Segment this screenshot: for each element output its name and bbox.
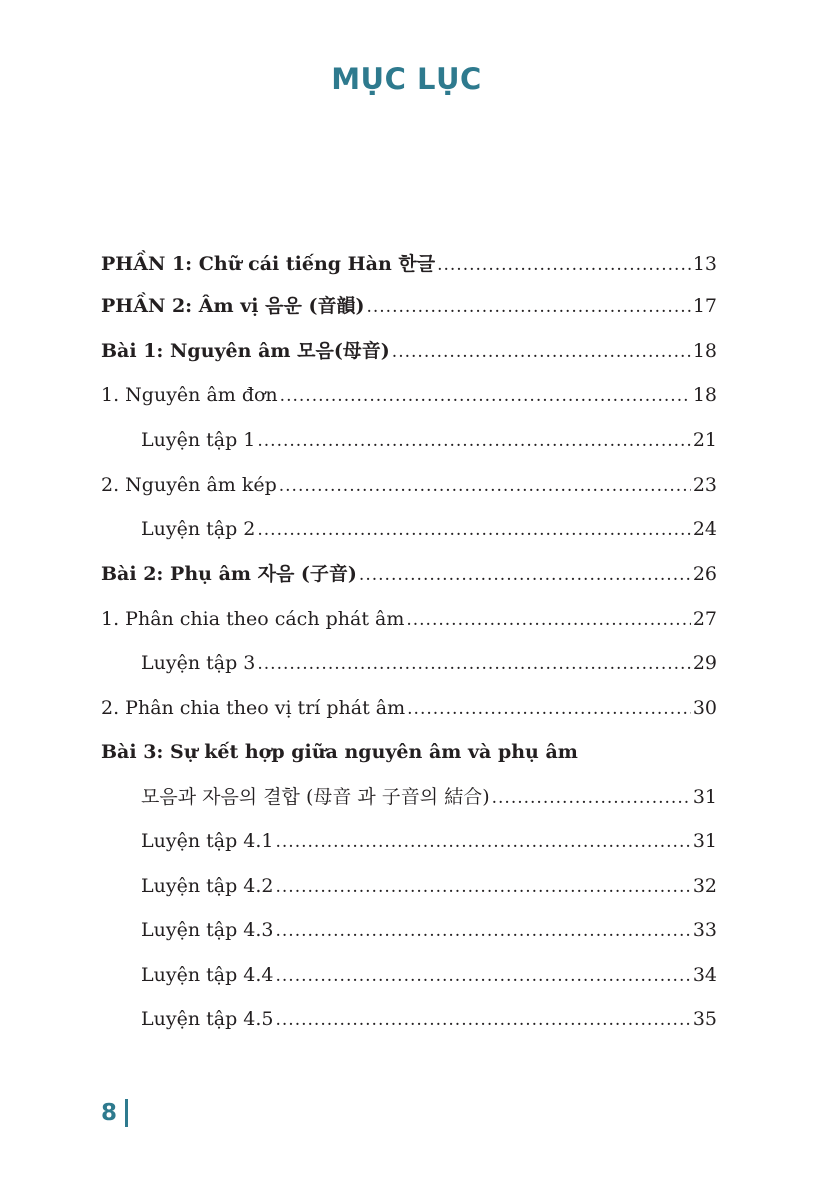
toc-entry-label: Luyện tập 1 [141, 429, 256, 451]
toc-leader-dots [280, 384, 691, 408]
toc-leader-dots [392, 340, 691, 364]
toc-entry[interactable] [141, 517, 717, 542]
toc-entry-label: 1. Phân chia theo cách phát âm [101, 608, 405, 630]
toc-entry-label: Bài 1: Nguyên âm 모음(母音) [101, 340, 390, 362]
toc-entry[interactable] [141, 829, 717, 854]
toc-entry-page: 24 [692, 518, 717, 540]
toc-entry[interactable] [141, 874, 717, 899]
toc-leader-dots [257, 429, 690, 453]
toc-entry-label: 2. Phân chia theo vị trí phát âm [101, 697, 406, 719]
toc-entry-page: 31 [692, 830, 717, 852]
toc-entry-page: 30 [692, 697, 717, 719]
toc-entry-page: 27 [692, 608, 717, 630]
toc-leader-dots [276, 1008, 691, 1032]
toc-entry-label: PHẦN 1: Chữ cái tiếng Hàn 한글 [101, 253, 436, 275]
toc-entry-page: 31 [692, 786, 717, 808]
toc-entry-label: Luyện tập 2 [141, 518, 256, 540]
toc-entry[interactable] [141, 428, 717, 453]
toc-leader-dots [257, 652, 690, 676]
toc-entry-page: 23 [692, 474, 717, 496]
toc-entry-page: 29 [692, 652, 717, 674]
toc-entry[interactable] [101, 562, 717, 587]
toc-entry[interactable] [101, 252, 717, 277]
toc-leader-dots [407, 697, 691, 721]
toc-entry-label: Luyện tập 4.2 [141, 875, 274, 897]
toc-entry-page: 18 [692, 340, 717, 362]
toc-entry-page: 18 [692, 384, 717, 406]
toc-entry-heading[interactable] [101, 740, 717, 764]
page-number-divider [125, 1099, 128, 1127]
toc-entry-page: 13 [692, 253, 717, 275]
toc-entry[interactable] [101, 294, 717, 319]
toc-entry[interactable] [141, 918, 717, 943]
toc-entry-label: 1. Nguyên âm đơn [101, 384, 278, 406]
toc-entry-label: Bài 2: Phụ âm 자음 (子音) [101, 563, 357, 585]
toc-entry[interactable] [101, 696, 717, 721]
toc-entry[interactable] [101, 339, 717, 364]
toc-leader-dots [492, 786, 691, 810]
toc-entry-label: 모음과 자음의 결합 (母音 과 子音의 結合) [141, 786, 490, 808]
toc-entry-page: 21 [692, 429, 717, 451]
page-number: 8 [101, 1100, 118, 1126]
toc-entry-label: Luyện tập 4.3 [141, 919, 274, 941]
toc-entry[interactable] [101, 383, 717, 408]
toc-entry-label: Luyện tập 4.5 [141, 1008, 274, 1030]
toc-entry-label: Luyện tập 4.4 [141, 964, 274, 986]
toc-leader-dots [359, 563, 691, 587]
toc-entry[interactable] [101, 607, 717, 632]
toc-entry-page: 17 [692, 295, 717, 317]
toc-leader-dots [276, 919, 691, 943]
toc-entry[interactable] [141, 1007, 717, 1032]
toc-entry-page: 34 [692, 964, 717, 986]
toc-entry-label: Luyện tập 4.1 [141, 830, 274, 852]
toc-entry-page: 33 [692, 919, 717, 941]
toc-entry-page: 35 [692, 1008, 717, 1030]
toc-entry-label: Bài 3: Sự kết hợp giữa nguyên âm và phụ âm [101, 741, 578, 763]
toc-leader-dots [366, 295, 690, 319]
toc-entry-label: Luyện tập 3 [141, 652, 256, 674]
toc-leader-dots [276, 964, 691, 988]
toc-entry-label: 2. Nguyên âm kép [101, 474, 277, 496]
toc-entry[interactable] [141, 651, 717, 676]
toc-leader-dots [276, 830, 691, 854]
toc-leader-dots [437, 253, 691, 277]
toc-entry[interactable] [141, 785, 717, 810]
toc-title: MỤC LỤC [331, 62, 482, 96]
toc-entry[interactable] [141, 963, 717, 988]
toc-leader-dots [406, 608, 690, 632]
toc-entry-page: 32 [692, 875, 717, 897]
toc-leader-dots [276, 875, 691, 899]
toc-entry-label: PHẦN 2: Âm vị 음운 (音韻) [101, 295, 365, 317]
toc-entry[interactable] [101, 473, 717, 498]
toc-leader-dots [257, 518, 690, 542]
toc-leader-dots [279, 474, 691, 498]
toc-entry-page: 26 [692, 563, 717, 585]
